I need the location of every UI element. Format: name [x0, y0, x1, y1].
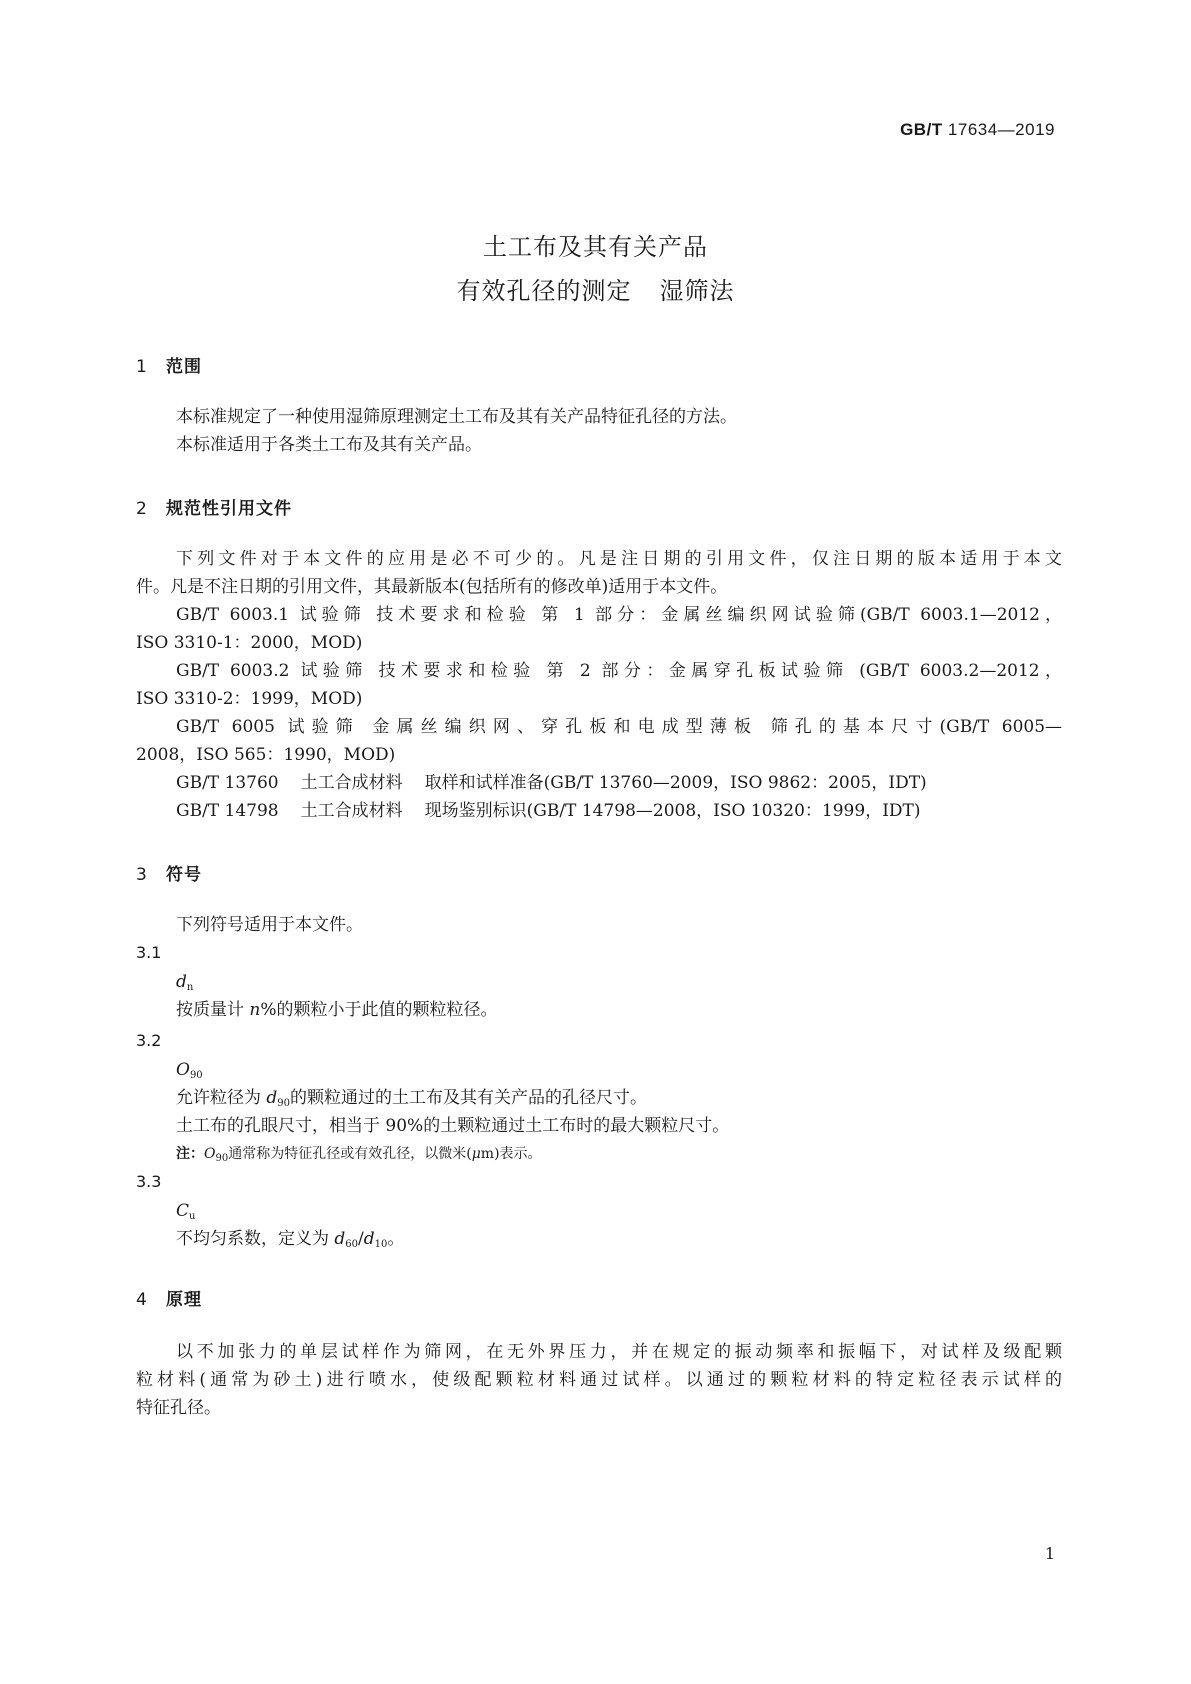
section-number: 2 [136, 499, 148, 519]
section-1-heading [136, 352, 202, 377]
scope-paragraph-2: 本标准适用于各类土工布及其有关产品。 [176, 435, 482, 455]
reference-item: GB/T 6003.1 试验筛 技术要求和检验 第 1 部分：金属丝编织网试验筛(GB/T 6003.1—2012， [176, 605, 1063, 625]
clause-3-1-number: 3.1 [136, 943, 162, 962]
reference-item-continuation: 2008，ISO 565：1990，MOD) [136, 745, 396, 765]
symbol-term: $O_{90}$ [176, 1060, 203, 1081]
note-label: 注： [176, 1146, 204, 1162]
title-main: 有效孔径的测定 [456, 277, 632, 305]
symbol-definition: 不均匀系数，定义为 $d_{60}/d_{10}$。 [176, 1229, 405, 1250]
symbol-term: $C_u$ [176, 1201, 196, 1222]
principle-line-1: 以不加张力的单层试样作为筛网，在无外界压力，并在规定的振动频率和振幅下，对试样及级配颗 [176, 1342, 1062, 1362]
symbol-term: $d_n$ [176, 972, 194, 993]
standard-number: 17634—2019 [947, 120, 1055, 139]
reference-item: GB/T 6005 试验筛 金属丝编织网、穿孔板和电成型薄板 筛孔的基本尺寸(GB/T 6005— [176, 717, 1063, 737]
reference-item: GB/T 6003.2 试验筛 技术要求和检验 第 2 部分：金属穿孔板试验筛 (GB/T 6003.2—2012， [176, 661, 1063, 681]
reference-item-continuation: ISO 3310-1：2000，MOD) [136, 633, 363, 653]
clause-3-3-number: 3.3 [136, 1172, 162, 1191]
symbol-definition-2: 土工布的孔眼尺寸，相当于 90%的土颗粒通过土工布时的最大颗粒尺寸。 [176, 1116, 730, 1136]
section-title: 规范性引用文件 [166, 499, 292, 519]
section-3-heading [136, 860, 202, 885]
scope-paragraph-1: 本标准规定了一种使用湿筛原理测定土工布及其有关产品特征孔径的方法。 [176, 407, 737, 427]
references-intro-line-2: 件。凡是不注日期的引用文件，其最新版本(包括所有的修改单)适用于本文件。 [136, 577, 728, 597]
page-number: 1 [1044, 1544, 1055, 1563]
section-2-heading [136, 494, 292, 519]
standard-prefix: GB/T [900, 120, 943, 139]
section-title: 原理 [166, 1290, 202, 1310]
section-number: 4 [136, 1290, 148, 1310]
document-title-line-1: 土工布及其有关产品 [483, 233, 708, 261]
document-title-line-2 [0, 276, 1191, 306]
symbol-definition: 允许粒径为 $d_{90}$的颗粒通过的土工布及其有关产品的孔径尺寸。 [176, 1088, 648, 1109]
reference-item: GB/T 14798 土工合成材料 现场鉴别标识(GB/T 14798—2008，ISO 10320：1999，IDT) [176, 801, 921, 821]
section-4-heading [136, 1285, 202, 1310]
section-number: 1 [136, 357, 148, 377]
section-title: 符号 [166, 865, 202, 885]
reference-item-continuation: ISO 3310-2：1999，MOD) [136, 689, 363, 709]
clause-3-2-number: 3.2 [136, 1031, 162, 1050]
symbols-intro: 下列符号适用于本文件。 [176, 915, 363, 935]
reference-item: GB/T 13760 土工合成材料 取样和试样准备(GB/T 13760—2009，ISO 9862：2005，IDT) [176, 773, 927, 793]
principle-line-2: 粒材料(通常为砂土)进行喷水，使级配颗粒材料通过试样。以通过的颗粒材料的特定粒径表示试样的 [136, 1370, 1062, 1390]
document-code [900, 120, 1055, 140]
section-number: 3 [136, 865, 148, 885]
references-intro-line-1: 下列文件对于本文件的应用是必不可少的。凡是注日期的引用文件，仅注日期的版本适用于本文 [176, 549, 1062, 569]
symbol-definition: 按质量计 n%的颗粒小于此值的颗粒粒径。 [176, 1000, 498, 1020]
title-method: 湿筛法 [659, 277, 735, 305]
note: 注：$O_{90}$通常称为特征孔径或有效孔径，以微米(μm)表示。 [176, 1146, 542, 1164]
principle-line-3: 特征孔径。 [136, 1398, 221, 1418]
section-title: 范围 [166, 357, 202, 377]
